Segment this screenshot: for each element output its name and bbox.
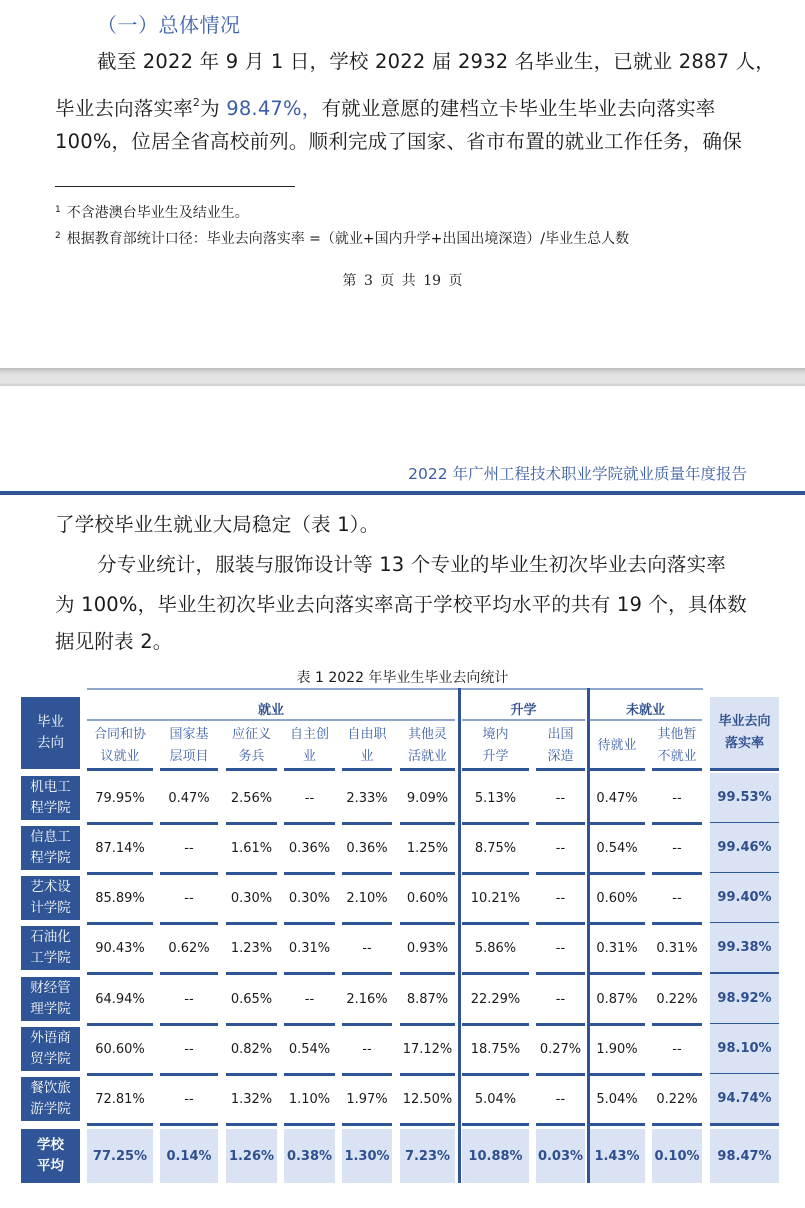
row-rule bbox=[400, 822, 455, 825]
table-cell: 2.16% bbox=[346, 991, 388, 1007]
table-cell: -- bbox=[555, 1091, 566, 1107]
cell-text-line: 业 bbox=[302, 749, 316, 764]
row-rule bbox=[536, 922, 585, 925]
table-cell: 10.21% bbox=[470, 890, 521, 906]
table-cell: 72.81% bbox=[95, 1091, 145, 1107]
row-rule bbox=[400, 1023, 455, 1026]
paragraph-line: 分专业统计，服装与服饰设计等 13 个专业的毕业生初次毕业去向落实率 bbox=[97, 553, 727, 576]
table-cell: 1.23% bbox=[230, 940, 273, 956]
row-rule bbox=[652, 822, 702, 825]
row-rule bbox=[87, 972, 153, 975]
cell-text-line: 出国 bbox=[547, 727, 574, 742]
row-rule bbox=[160, 1123, 218, 1126]
text: 为 bbox=[200, 97, 227, 120]
row-rule bbox=[226, 972, 277, 975]
rate-header bbox=[710, 697, 779, 769]
table-cell: 0.82% bbox=[230, 1041, 273, 1057]
row-rule bbox=[462, 1073, 529, 1076]
cell-text-line: 机电工 bbox=[30, 779, 71, 795]
cell-text-line: 升学 bbox=[482, 749, 509, 764]
table-cell: 5.04% bbox=[596, 1091, 638, 1107]
average-cell: 0.38% bbox=[284, 1129, 335, 1183]
table-cell: 0.65% bbox=[230, 991, 273, 1007]
row-rule bbox=[400, 872, 455, 875]
column-header-rule bbox=[589, 768, 645, 771]
column-header bbox=[462, 724, 529, 768]
average-cell: 1.43% bbox=[589, 1129, 645, 1183]
row-rule bbox=[589, 922, 645, 925]
cell-text-line: 理学院 bbox=[30, 1001, 71, 1017]
rate-cell: 98.10% bbox=[710, 1024, 779, 1073]
row-rule bbox=[87, 872, 153, 875]
highlight-rate: 98.47%， bbox=[226, 97, 322, 120]
average-rate-cell: 98.47% bbox=[710, 1129, 779, 1183]
group-header-1: 升学 bbox=[510, 702, 537, 718]
row-rule bbox=[284, 922, 335, 925]
row-rule bbox=[652, 922, 702, 925]
column-header bbox=[652, 724, 702, 768]
row-rule bbox=[400, 972, 455, 975]
table-cell: 1.97% bbox=[346, 1091, 388, 1107]
table-caption: 表 1 2022 年毕业生毕业去向统计 bbox=[296, 670, 509, 686]
average-cell: 0.03% bbox=[536, 1129, 585, 1183]
column-header-rule bbox=[462, 768, 529, 771]
row-rule bbox=[87, 822, 153, 825]
row-rule bbox=[400, 1123, 455, 1126]
cell-text-line: 餐饮旅 bbox=[30, 1080, 71, 1096]
table-cell: 17.12% bbox=[402, 1041, 453, 1057]
table-cell: 1.32% bbox=[230, 1091, 273, 1107]
cell-text-line: 业 bbox=[360, 749, 374, 764]
group-rule bbox=[589, 719, 702, 721]
column-header bbox=[536, 724, 585, 768]
rate-cell: 99.40% bbox=[710, 873, 779, 922]
cell-text-line: 财经管 bbox=[30, 980, 71, 996]
table-cell: 1.10% bbox=[288, 1091, 331, 1107]
row-rule bbox=[652, 1073, 702, 1076]
cell-text-line: 信息工 bbox=[30, 829, 71, 845]
table-cell: 0.30% bbox=[230, 890, 273, 906]
row-rule bbox=[284, 1123, 335, 1126]
row-rule bbox=[536, 1123, 585, 1126]
table-cell: 0.54% bbox=[288, 1041, 331, 1057]
rate-cell: 99.38% bbox=[710, 923, 779, 972]
row-rule bbox=[652, 972, 702, 975]
column-header-rule bbox=[400, 768, 455, 771]
table-cell: 1.90% bbox=[596, 1041, 638, 1057]
cell-text-line: 去向 bbox=[37, 735, 64, 751]
table-cell: -- bbox=[304, 991, 315, 1007]
table-cell: 0.22% bbox=[656, 991, 698, 1007]
table-cell: 9.09% bbox=[406, 790, 449, 806]
column-header-rule bbox=[652, 768, 702, 771]
table-cell: -- bbox=[672, 790, 682, 806]
row-rule bbox=[589, 872, 645, 875]
footnote-text: 根据教育部统计口径：毕业去向落实率 =（就业+国内升学+出国出境深造）/毕业生总人数 bbox=[66, 231, 630, 247]
row-rule bbox=[400, 922, 455, 925]
cell-text-line: 其他灵 bbox=[407, 727, 447, 742]
paragraph-line: 截至 2022 年 9 月 1 日，学校 2022 届 2932 名毕业生，已就业 2887 人， bbox=[97, 50, 775, 73]
average-cell: 1.26% bbox=[226, 1129, 277, 1183]
cell-text-line: 学校 bbox=[37, 1137, 64, 1153]
row-rule bbox=[589, 822, 645, 825]
row-rule bbox=[226, 1073, 277, 1076]
row-rule bbox=[342, 872, 392, 875]
table-cell: -- bbox=[555, 940, 566, 956]
table-cell: 22.29% bbox=[470, 991, 521, 1007]
table-cell: 87.14% bbox=[95, 840, 145, 856]
row-rule bbox=[226, 822, 277, 825]
cell-text-line: 深造 bbox=[547, 749, 574, 764]
row-header bbox=[21, 826, 80, 870]
section-heading: （一）总体情况 bbox=[97, 13, 241, 37]
cell-text-line: 活就业 bbox=[407, 749, 447, 764]
row-rule bbox=[87, 1073, 153, 1076]
row-rule bbox=[160, 822, 218, 825]
cell-text-line: 程学院 bbox=[30, 850, 71, 866]
cell-text-line: 落实率 bbox=[724, 736, 764, 751]
cell-text-line: 国家基 bbox=[169, 727, 209, 742]
table-cell: -- bbox=[362, 940, 372, 956]
row-rule bbox=[342, 922, 392, 925]
row-rule bbox=[462, 822, 529, 825]
column-header bbox=[589, 724, 645, 768]
table-cell: 0.27% bbox=[539, 1041, 582, 1057]
cell-text-line: 层项目 bbox=[169, 749, 209, 764]
table-cell: 0.36% bbox=[288, 840, 331, 856]
table-cell: 0.31% bbox=[656, 940, 698, 956]
table-cell: -- bbox=[555, 890, 566, 906]
footnote-text: 不含港澳台毕业生及结业生。 bbox=[66, 205, 249, 221]
table-cell: 0.60% bbox=[406, 890, 449, 906]
row-rule bbox=[160, 922, 218, 925]
column-header-rule bbox=[87, 768, 153, 771]
row-rule bbox=[589, 1073, 645, 1076]
row-rule bbox=[284, 1073, 335, 1076]
table-cell: 0.62% bbox=[168, 940, 210, 956]
footnote-ref[interactable]: 2 bbox=[192, 96, 201, 109]
average-cell: 1.30% bbox=[342, 1129, 392, 1183]
table-cell: 2.10% bbox=[346, 890, 388, 906]
average-cell: 7.23% bbox=[400, 1129, 455, 1183]
rate-cell: 99.46% bbox=[710, 823, 779, 872]
row-header bbox=[21, 876, 80, 920]
table-cell: 8.87% bbox=[406, 991, 449, 1007]
table-cell: 0.31% bbox=[596, 940, 638, 956]
row-rule bbox=[160, 1073, 218, 1076]
table-cell: -- bbox=[184, 840, 194, 856]
rate-cell: 99.53% bbox=[710, 773, 779, 822]
cell-text-line: 贸学院 bbox=[30, 1051, 71, 1067]
table-cell: 12.50% bbox=[402, 1091, 453, 1107]
cell-text-line: 程学院 bbox=[30, 800, 71, 816]
rate-header-rule bbox=[710, 768, 779, 771]
table-cell: 5.04% bbox=[474, 1091, 517, 1107]
group-divider bbox=[587, 688, 590, 1183]
paragraph-line: 了学校毕业生就业大局稳定（表 1）。 bbox=[55, 513, 380, 536]
text: 有就业意愿的建档立卡毕业生毕业去向落实率 bbox=[321, 97, 716, 120]
table-cell: 64.94% bbox=[95, 991, 145, 1007]
row-rule bbox=[589, 972, 645, 975]
column-header bbox=[160, 724, 218, 768]
group-rule bbox=[87, 719, 455, 721]
table-cell: -- bbox=[555, 790, 566, 806]
row-rule bbox=[710, 1123, 779, 1126]
table-cell: -- bbox=[184, 1041, 194, 1057]
paragraph-line: 为 100%，毕业生初次毕业去向落实率高于学校平均水平的共有 19 个，具体数 bbox=[55, 593, 747, 616]
cell-text-line: 自主创 bbox=[289, 727, 329, 742]
column-header-rule bbox=[284, 768, 335, 771]
table-cell: 60.60% bbox=[95, 1041, 145, 1057]
row-rule bbox=[536, 1073, 585, 1076]
rate-cell: 98.92% bbox=[710, 974, 779, 1023]
cell-text-line: 应征义 bbox=[231, 727, 271, 742]
row-rule bbox=[342, 1023, 392, 1026]
row-rule bbox=[284, 872, 335, 875]
column-header bbox=[342, 724, 392, 768]
text: 毕业去向落实率 bbox=[55, 97, 193, 120]
column-header-rule bbox=[226, 768, 277, 771]
row-rule bbox=[462, 1123, 529, 1126]
column-header-rule bbox=[536, 768, 585, 771]
table-cell: -- bbox=[672, 840, 682, 856]
table-cell: 0.93% bbox=[406, 940, 449, 956]
cell-text-line: 毕业 bbox=[37, 714, 64, 730]
column-header-rule bbox=[160, 768, 218, 771]
table-cell: 0.47% bbox=[596, 790, 638, 806]
paragraph-line: 100%，位居全省高校前列。顺利完成了国家、省市布置的就业工作任务，确保 bbox=[55, 130, 742, 153]
table-cell: 8.75% bbox=[474, 840, 517, 856]
row-header bbox=[21, 1077, 80, 1121]
corner-header bbox=[21, 697, 80, 769]
row-rule bbox=[462, 972, 529, 975]
table-cell: 1.25% bbox=[406, 840, 449, 856]
column-header bbox=[284, 724, 335, 768]
row-rule bbox=[160, 972, 218, 975]
table-cell: 1.61% bbox=[230, 840, 273, 856]
average-cell: 77.25% bbox=[87, 1129, 153, 1183]
table-cell: 18.75% bbox=[470, 1041, 521, 1057]
row-rule bbox=[536, 822, 585, 825]
table-cell: 0.31% bbox=[288, 940, 331, 956]
average-row-header bbox=[21, 1129, 80, 1183]
table-cell: -- bbox=[672, 1041, 682, 1057]
group-divider bbox=[458, 688, 461, 1183]
row-header bbox=[21, 926, 80, 970]
cell-text-line: 其他暂 bbox=[657, 727, 697, 742]
table-cell: -- bbox=[555, 840, 566, 856]
row-rule bbox=[400, 1073, 455, 1076]
row-rule bbox=[589, 1123, 645, 1126]
cell-text-line: 议就业 bbox=[100, 749, 140, 764]
footnote-mark: 2 bbox=[55, 231, 61, 241]
row-rule bbox=[87, 922, 153, 925]
row-rule bbox=[342, 1073, 392, 1076]
row-rule bbox=[589, 1023, 645, 1026]
row-rule bbox=[536, 972, 585, 975]
row-rule bbox=[342, 822, 392, 825]
group-rule bbox=[462, 719, 585, 721]
cell-text-line: 外语商 bbox=[30, 1030, 71, 1046]
table-cell: 2.56% bbox=[230, 790, 273, 806]
cell-text-line: 合同和协 bbox=[93, 727, 146, 742]
cell-text-line: 游学院 bbox=[30, 1101, 71, 1117]
row-rule bbox=[160, 872, 218, 875]
cell-text-line: 石油化 bbox=[30, 929, 71, 945]
cell-text-line: 不就业 bbox=[657, 749, 697, 764]
cell-text-line: 自由职 bbox=[347, 727, 387, 742]
group-header-0: 就业 bbox=[257, 702, 284, 718]
table-top-rule bbox=[87, 688, 703, 690]
cell-text-line: 平均 bbox=[37, 1158, 64, 1174]
average-cell: 0.10% bbox=[652, 1129, 702, 1183]
row-rule bbox=[226, 872, 277, 875]
row-rule bbox=[652, 872, 702, 875]
row-rule bbox=[462, 922, 529, 925]
table-cell: 0.22% bbox=[656, 1091, 698, 1107]
row-rule bbox=[462, 872, 529, 875]
group-header-2: 未就业 bbox=[625, 702, 665, 718]
paragraph-line: 据见附表 2。 bbox=[55, 630, 173, 653]
row-rule bbox=[536, 872, 585, 875]
table-cell: -- bbox=[555, 991, 566, 1007]
column-header-rule bbox=[342, 768, 392, 771]
footnote-mark: 1 bbox=[55, 205, 61, 215]
table-cell: -- bbox=[362, 1041, 372, 1057]
row-rule bbox=[342, 1123, 392, 1126]
cell-text-line: 艺术设 bbox=[30, 879, 71, 895]
row-rule bbox=[536, 1023, 585, 1026]
row-rule bbox=[284, 822, 335, 825]
average-cell: 10.88% bbox=[462, 1129, 529, 1183]
table-cell: 90.43% bbox=[95, 940, 145, 956]
row-header bbox=[21, 1027, 80, 1071]
row-rule bbox=[284, 1023, 335, 1026]
row-rule bbox=[226, 1023, 277, 1026]
table-cell: 5.13% bbox=[474, 790, 517, 806]
row-rule bbox=[462, 1023, 529, 1026]
row-rule bbox=[87, 1123, 153, 1126]
table-cell: 85.89% bbox=[95, 890, 145, 906]
table-cell: 0.47% bbox=[168, 790, 210, 806]
cell-text-line: 计学院 bbox=[30, 900, 71, 916]
row-rule bbox=[284, 972, 335, 975]
row-rule bbox=[652, 1023, 702, 1026]
table-cell: -- bbox=[184, 1091, 194, 1107]
table-cell: 79.95% bbox=[95, 790, 145, 806]
cell-text-line: 境内 bbox=[482, 727, 509, 742]
table-cell: 5.86% bbox=[474, 940, 517, 956]
table-cell: 0.30% bbox=[288, 890, 331, 906]
row-header bbox=[21, 977, 80, 1021]
row-rule bbox=[87, 1023, 153, 1026]
cell-text-line: 待就业 bbox=[597, 738, 637, 753]
table-cell: 0.87% bbox=[596, 991, 638, 1007]
table-cell: -- bbox=[304, 790, 315, 806]
table-cell: 0.36% bbox=[346, 840, 388, 856]
table-cell: -- bbox=[184, 890, 194, 906]
table-cell: 0.54% bbox=[596, 840, 638, 856]
table-cell: -- bbox=[672, 890, 682, 906]
rate-cell: 94.74% bbox=[710, 1074, 779, 1123]
column-header bbox=[226, 724, 277, 768]
column-header bbox=[400, 724, 455, 768]
cell-text-line: 毕业去向 bbox=[718, 714, 771, 729]
cell-text-line: 务兵 bbox=[238, 749, 265, 764]
cell-text-line: 工学院 bbox=[30, 950, 71, 966]
column-header bbox=[87, 724, 153, 768]
row-rule bbox=[226, 1123, 277, 1126]
running-header: 2022 年广州工程技术职业学院就业质量年度报告 bbox=[408, 465, 747, 483]
table-cell: -- bbox=[184, 991, 194, 1007]
table-cell: 2.33% bbox=[346, 790, 388, 806]
table-cell: 0.60% bbox=[596, 890, 638, 906]
row-rule bbox=[226, 922, 277, 925]
row-rule bbox=[652, 1123, 702, 1126]
row-header bbox=[21, 776, 80, 820]
row-rule bbox=[342, 972, 392, 975]
page-number: 第 3 页 共 19 页 bbox=[342, 273, 463, 289]
average-cell: 0.14% bbox=[160, 1129, 218, 1183]
row-rule bbox=[160, 1023, 218, 1026]
